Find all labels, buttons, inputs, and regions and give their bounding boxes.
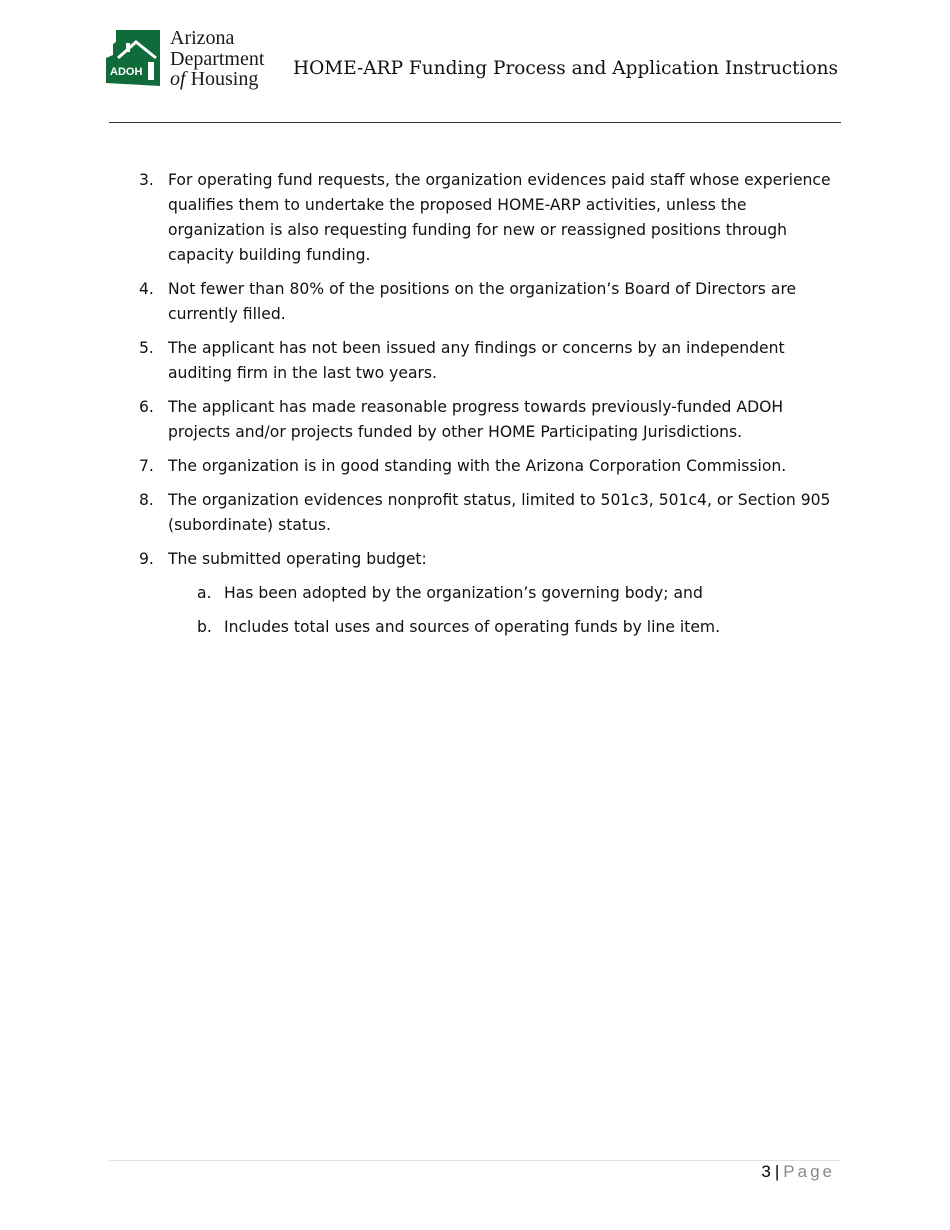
list-item: 3. For operating fund requests, the organization evidences paid staff whose experience qualifies them to undertake the proposed HOME-ARP activities, unless the organization is also requesting funding for new or reassigned positions through capacity building funding.: [139, 171, 831, 264]
header-divider: [109, 122, 841, 123]
list-item: 4. Not fewer than 80% of the positions on the organization’s Board of Directors are currently filled.: [139, 280, 797, 323]
page-header: [0, 0, 950, 124]
sub-list-item: a. Has been adopted by the organization’s governing body; and: [197, 584, 703, 602]
logo-badge-text: ADOH: [110, 66, 143, 78]
list-item: 6. The applicant has made reasonable progress towards previously-funded ADOH projects and/or projects funded by other HOME Participating Jurisdictions.: [139, 398, 784, 441]
list-item: 8. The organization evidences nonprofit status, limited to 501c3, 501c4, or Section 905 (subordinate) status.: [139, 491, 831, 534]
document-body: [109, 168, 841, 649]
budget-sublist: [168, 581, 841, 640]
criteria-list: [109, 168, 841, 640]
logo-line-department: Department: [170, 47, 265, 70]
footer-separator: |: [774, 1162, 780, 1181]
adoh-logo: [104, 28, 279, 92]
list-item: 9. The submitted operating budget: a. Has been adopted by the organization’s governing body; and b. Includes total uses and sources of operating funds by line item.: [109, 547, 841, 640]
page-footer: [761, 1162, 835, 1182]
list-item: 7. The organization is in good standing with the Arizona Corporation Commission.: [139, 457, 787, 475]
footer-divider: [109, 1160, 841, 1161]
sub-list-item: b. Includes total uses and sources of operating funds by line item.: [197, 618, 721, 636]
logo-line-arizona: Arizona: [170, 27, 235, 49]
arizona-house-icon: [104, 28, 162, 88]
page-number: 3: [761, 1162, 771, 1181]
list-item: 5. The applicant has not been issued any findings or concerns by an independent auditing firm in the last two years.: [139, 339, 785, 382]
logo-wordmark: [170, 28, 264, 90]
page-label: Page: [783, 1162, 835, 1181]
logo-line-housing: of Housing: [170, 68, 259, 90]
document-title: HOME-ARP Funding Process and Application Instructions: [292, 58, 838, 79]
